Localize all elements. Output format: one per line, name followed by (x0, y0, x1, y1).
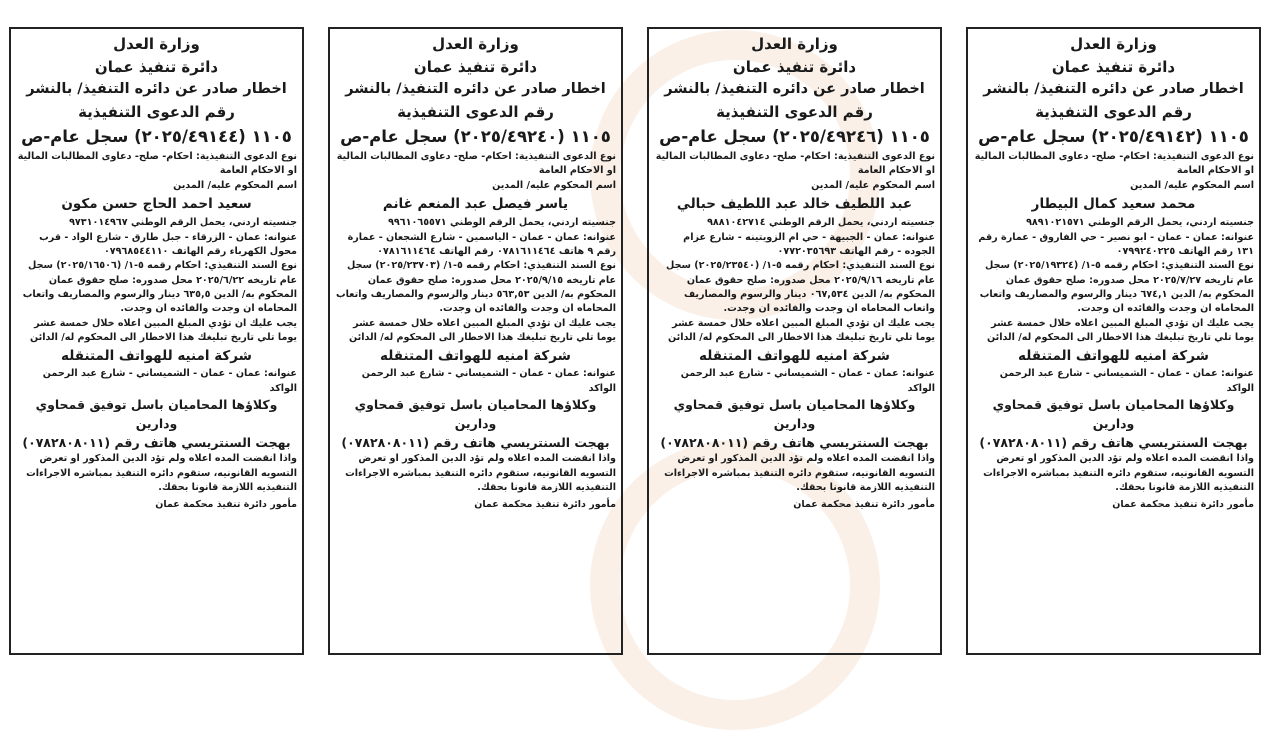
ministry-heading: وزارة العدل (751, 35, 838, 53)
debtor-address: عنوانه: عمان - عمان - الياسمين - شارع الشجعان - عمارة رقم ٩ هاتف ٠٧٨١٦١١٤٦٤ رقم الهاتف ٠٧٨١٦١١٤٦٤ (347, 231, 616, 257)
notice-title: اخطار صادر عن دائره التنفيذ/ بالنشر (345, 81, 606, 97)
debtor-address: عنوانه: عمان - الجبيهة - حي ام الزويتينه - شارع عزام الجوده - رقم الهاتف ٠٧٧٢٠٣٥٦٩٣ (683, 231, 935, 257)
case-heading: رقم الدعوى التنفيذية (397, 103, 554, 122)
judgment-details: نوع السند التنفيذي: احكام رقمه ٥-١/ (٢٠٢٥/٢٣٥٤٠) سجل عام تاريخه ٢٠٢٥/٩/١٦ محل صدوره: صلح حقوق عمان (666, 260, 935, 286)
department-heading: دائرة تنفيذ عمان (1051, 57, 1176, 76)
ministry-heading: وزارة العدل (1070, 35, 1157, 53)
lawyers-line: وكلاؤها المحاميان باسل توفيق قمحاوي ودارين (992, 397, 1235, 431)
creditor-company: شركة امنيه للهواتف المتنقله (380, 347, 571, 364)
ministry-heading: وزارة العدل (432, 35, 519, 53)
case-type: نوع الدعوى التنفيذية: احكام- صلح- دعاوى المطالبات المالية او الاحكام العامة (974, 151, 1254, 177)
case-type: نوع الدعوى التنفيذية: احكام- صلح- دعاوى المطالبات المالية او الاحكام العامة (655, 151, 935, 177)
judgment-details: نوع السند التنفيذي: احكام رقمه ٥-١/ (٢٠٢٥/١٦٥٠٦) سجل عام تاريخه ٢٠٢٥/٦/٢٢ محل صدوره: صلح حقوق عمان (28, 260, 297, 286)
department-heading: دائرة تنفيذ عمان (94, 57, 219, 76)
case-heading: رقم الدعوى التنفيذية (716, 103, 873, 122)
notice-card (328, 27, 623, 655)
closing-text: واذا انقضت المده اعلاه ولم تؤد الدين المذكور او تعرض التسويه القانونيه، ستقوم دائره التنفيذ بمباشره الاجراءات التنفيذيه اللازمة قانونا بحقك. (345, 453, 616, 494)
debtor-nationality: جنسيته اردني، يحمل الرقم الوطني ٩٧٣١٠١٤٩٦٧ (69, 217, 297, 229)
debtor-label: اسم المحكوم عليه/ المدين (811, 179, 935, 191)
case-heading: رقم الدعوى التنفيذية (78, 103, 235, 122)
creditor-address: عنوانه: عمان - عمان - الشميساني - شارع عبد الرحمن الواكد (999, 368, 1254, 394)
ministry-heading: وزارة العدل (113, 35, 200, 53)
debtor-address: عنوانه: عمان - عمان - ابو نصير - حي الفاروق - عمارة رقم ١٣١ رقم الهاتف ٠٧٩٩٢٤٠٢٢٥ (978, 231, 1254, 257)
debtor-address: عنوانه: عمان - الزرقاء - جبل طارق - شارع الواد - قرب محول الكهرباء رقم الهاتف ٠٧٩٦٨٥٤٤١١٠ (39, 231, 297, 257)
lawyers-phone: بهجت السنتريسي هاتف رقم (٠٧٨٢٨٠٨٠١١) (341, 434, 610, 450)
debtor-label: اسم المحكوم عليه/ المدين (173, 179, 297, 191)
debtor-name: عبد اللطيف خالد عبد اللطيف حبالي (676, 196, 913, 213)
closing-text: واذا انقضت المده اعلاه ولم تؤد الدين المذكور او تعرض التسويه القانونيه، ستقوم دائره التنفيذ بمباشره الاجراءات التنفيذيه اللازمة قانونا بحقك. (664, 453, 935, 494)
amount-due: المحكوم به/ الدين ٦٧٤,١ دينار والرسوم والمصاريف واتعاب المحاماه ان وجدت والفائده ان وجدت. (979, 289, 1254, 315)
case-type: نوع الدعوى التنفيذية: احكام- صلح- دعاوى المطالبات المالية او الاحكام العامة (336, 151, 616, 177)
case-type: نوع الدعوى التنفيذية: احكام- صلح- دعاوى المطالبات المالية او الاحكام العامة (17, 151, 297, 177)
debtor-name: محمد سعيد كمال البيطار (1031, 196, 1196, 213)
payment-warning: يجب عليك ان تؤدي المبلغ المبين اعلاه خلال خمسة عشر يوما تلي تاريخ تبليغك هذا الاخطار الى المحكوم له/ الدائن (667, 317, 935, 344)
signature: مأمور دائرة تنفيذ محكمة عمان (793, 499, 935, 511)
lawyers-phone: بهجت السنتريسي هاتف رقم (٠٧٨٢٨٠٨٠١١) (22, 434, 291, 450)
notices-row (9, 27, 1261, 657)
payment-warning: يجب عليك ان تؤدي المبلغ المبين اعلاه خلال خمسة عشر يوما تلي تاريخ تبليغك هذا الاخطار الى المحكوم له/ الدائن (986, 317, 1254, 344)
closing-text: واذا انقضت المده اعلاه ولم تؤد الدين المذكور او تعرض التسويه القانونيه، ستقوم دائره التنفيذ بمباشره الاجراءات التنفيذيه اللازمة قانونا بحقك. (26, 453, 297, 494)
department-heading: دائرة تنفيذ عمان (413, 57, 538, 76)
notice-card (966, 27, 1261, 655)
signature: مأمور دائرة تنفيذ محكمة عمان (155, 499, 297, 511)
creditor-company: شركة امنيه للهواتف المتنقله (61, 347, 252, 364)
debtor-nationality: جنسيته اردني، يحمل الرقم الوطني ٩٩٦١٠٦٥٥٧١ (388, 217, 616, 229)
notice-title: اخطار صادر عن دائره التنفيذ/ بالنشر (26, 81, 287, 97)
lawyers-line: وكلاؤها المحاميان باسل توفيق قمحاوي ودارين (673, 397, 916, 431)
debtor-name: سعيد احمد الحاج حسن مكون (61, 196, 252, 213)
payment-warning: يجب عليك ان تؤدي المبلغ المبين اعلاه خلال خمسة عشر يوما تلي تاريخ تبليغك هذا الاخطار الى المحكوم له/ الدائن (29, 317, 297, 344)
debtor-name: ياسر فيصل عبد المنعم غانم (382, 196, 569, 213)
amount-due: المحكوم به/ الدين ٠٦٧,٥٣٤ دينار والرسوم والمصاريف واتعاب المحاماه ان وجدت والفائده ان وجدت. (683, 289, 935, 315)
signature: مأمور دائرة تنفيذ محكمة عمان (474, 499, 616, 511)
judgment-details: نوع السند التنفيذي: احكام رقمه ٥-١/ (٢٠٢٥/١٩٣٢٤) سجل عام تاريخه ٢٠٢٥/٧/٢٧ محل صدوره: صلح حقوق عمان (985, 260, 1254, 286)
notice-card (9, 27, 304, 655)
notice-title: اخطار صادر عن دائره التنفيذ/ بالنشر (983, 81, 1244, 97)
creditor-address: عنوانه: عمان - عمان - الشميساني - شارع عبد الرحمن الواكد (361, 368, 616, 394)
judgment-details: نوع السند التنفيذي: احكام رقمه ٥-١/ (٢٠٢٥/٢٣٧٠٣) سجل عام تاريخه ٢٠٢٥/٩/١٥ محل صدوره: صلح حقوق عمان (347, 260, 616, 286)
debtor-label: اسم المحكوم عليه/ المدين (1130, 179, 1254, 191)
lawyers-phone: بهجت السنتريسي هاتف رقم (٠٧٨٢٨٠٨٠١١) (979, 434, 1248, 450)
case-number: ١١٠٥ (٢٠٢٥/٤٩٢٤٦) سجل عام-ص (659, 127, 930, 147)
amount-due: المحكوم به/ الدين ٦٣٥,٥ دينار والرسوم والمصاريف واتعاب المحاماه ان وجدت والفائده ان وجدت. (22, 289, 297, 315)
debtor-nationality: جنسيته اردني، يحمل الرقم الوطني ٩٨٩١٠٢١٥٧١ (1026, 217, 1254, 229)
creditor-address: عنوانه: عمان - عمان - الشميساني - شارع عبد الرحمن الواكد (42, 368, 297, 394)
creditor-company: شركة امنيه للهواتف المتنقله (699, 347, 890, 364)
creditor-company: شركة امنيه للهواتف المتنقله (1018, 347, 1209, 364)
amount-due: المحكوم به/ الدين ٥٦٣,٥٣ دينار والرسوم والمصاريف واتعاب المحاماه ان وجدت والفائده ان وجدت. (335, 289, 616, 315)
debtor-nationality: جنسيته اردني، يحمل الرقم الوطني ٩٨٨١٠٤٢٧١٤ (707, 217, 935, 229)
closing-text: واذا انقضت المده اعلاه ولم تؤد الدين المذكور او تعرض التسويه القانونيه، ستقوم دائره التنفيذ بمباشره الاجراءات التنفيذيه اللازمة قانونا بحقك. (983, 453, 1254, 494)
notice-title: اخطار صادر عن دائره التنفيذ/ بالنشر (664, 81, 925, 97)
signature: مأمور دائرة تنفيذ محكمة عمان (1112, 499, 1254, 511)
case-heading: رقم الدعوى التنفيذية (1035, 103, 1192, 122)
creditor-address: عنوانه: عمان - عمان - الشميساني - شارع عبد الرحمن الواكد (680, 368, 935, 394)
lawyers-line: وكلاؤها المحاميان باسل توفيق قمحاوي ودارين (35, 397, 278, 431)
case-number: ١١٠٥ (٢٠٢٥/٤٩٢٤٠) سجل عام-ص (340, 127, 611, 147)
payment-warning: يجب عليك ان تؤدي المبلغ المبين اعلاه خلال خمسة عشر يوما تلي تاريخ تبليغك هذا الاخطار الى المحكوم له/ الدائن (348, 317, 616, 344)
case-number: ١١٠٥ (٢٠٢٥/٤٩١٤٢) سجل عام-ص (978, 127, 1249, 147)
debtor-label: اسم المحكوم عليه/ المدين (492, 179, 616, 191)
lawyers-line: وكلاؤها المحاميان باسل توفيق قمحاوي ودارين (354, 397, 597, 431)
case-number: ١١٠٥ (٢٠٢٥/٤٩١٤٤) سجل عام-ص (21, 127, 292, 147)
lawyers-phone: بهجت السنتريسي هاتف رقم (٠٧٨٢٨٠٨٠١١) (660, 434, 929, 450)
notice-card (647, 27, 942, 655)
department-heading: دائرة تنفيذ عمان (732, 57, 857, 76)
